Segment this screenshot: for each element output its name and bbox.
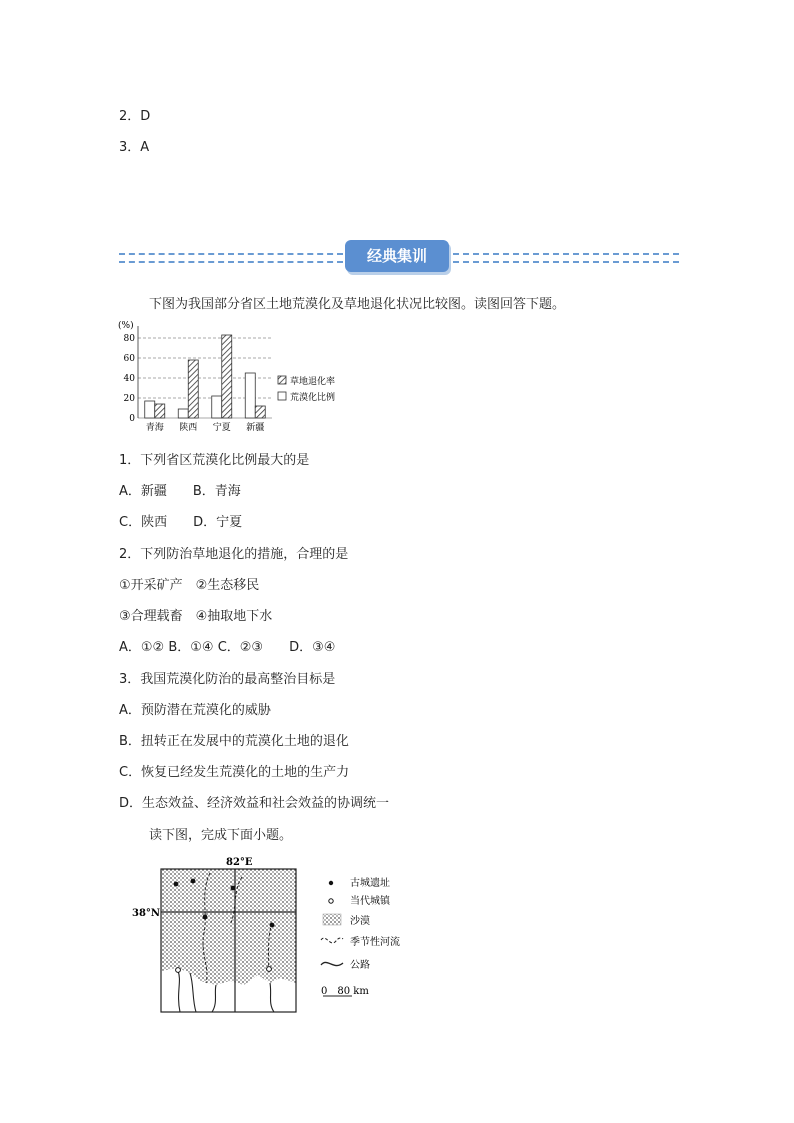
banner-divider-left (119, 253, 343, 263)
q3-option-c: C．恢复已经发生荒漠化的土地的生产力 (119, 765, 350, 780)
bar-陕西-荒漠化比例 (178, 409, 188, 418)
bar-宁夏-草地退化率 (222, 335, 232, 418)
ancient-city-2 (191, 879, 196, 884)
q3-option-a: A．预防潜在荒漠化的威胁 (119, 703, 271, 718)
ancient-city-4 (203, 915, 208, 920)
q3-stem: 3．我国荒漠化防治的最高整治目标是 (119, 672, 336, 687)
modern-town-2 (267, 967, 272, 972)
ancient-city-1 (174, 882, 179, 887)
legend-swatch-荒漠化比例 (278, 392, 286, 400)
bar-chart (118, 318, 358, 438)
map-legend (321, 876, 400, 997)
ancient-city-3 (231, 886, 236, 891)
bar-青海-荒漠化比例 (145, 401, 155, 418)
legend-modern-town: 当代城镇 (350, 896, 390, 907)
legend-swatch-草地退化率 (278, 376, 286, 384)
legend-road: 公路 (350, 960, 370, 971)
y-unit-label: (%) (118, 321, 134, 331)
y-tick-80: 80 (123, 334, 135, 344)
q1-stem: 1．下列省区荒漠化比例最大的是 (119, 453, 310, 468)
legend-river: 季节性河流 (350, 937, 400, 948)
legend-ancient-city-icon (329, 881, 333, 885)
bar-新疆-草地退化率 (255, 406, 265, 418)
q1-options-cd: C．陕西 D．宁夏 (119, 515, 243, 530)
legend-label-荒漠化比例: 荒漠化比例 (290, 393, 336, 403)
q2-options: A．①② B．①④ C．②③ D．③④ (119, 640, 336, 655)
y-tick-0: 0 (129, 414, 135, 424)
legend-road-icon (321, 962, 343, 965)
x-tick-青海: 青海 (145, 423, 164, 433)
y-tick-60: 60 (123, 354, 135, 364)
banner-divider-right (453, 253, 679, 263)
legend-label-草地退化率: 草地退化率 (290, 377, 336, 387)
ancient-city-5 (270, 923, 275, 928)
legend-modern-town-icon (329, 899, 333, 903)
q3-option-d: D．生态效益、经济效益和社会效益的协调统一 (119, 796, 390, 811)
answer-2: 2．D (119, 109, 151, 124)
desert-map (130, 853, 430, 1018)
legend-desert: 沙漠 (350, 916, 370, 927)
x-tick-宁夏: 宁夏 (212, 423, 231, 433)
intro-map: 读下图，完成下面小题。 (149, 828, 293, 843)
map-frame (132, 857, 296, 1012)
modern-town-1 (176, 968, 181, 973)
q3-option-b: B．扭转正在发展中的荒漠化土地的退化 (119, 734, 349, 749)
q1-options-ab: A．新疆 B．青海 (119, 484, 241, 499)
y-tick-40: 40 (123, 374, 135, 384)
x-tick-陕西: 陕西 (179, 423, 198, 433)
y-tick-20: 20 (123, 394, 135, 404)
answer-3: 3．A (119, 140, 150, 155)
legend-ancient-city: 古城遗址 (350, 878, 390, 889)
desert-area (161, 869, 296, 985)
legend-desert-icon (323, 914, 341, 925)
q2-stem: 2．下列防治草地退化的措施，合理的是 (119, 547, 349, 562)
longitude-label: 82°E (226, 857, 253, 868)
section-banner (119, 240, 679, 276)
q2-item-row1: ①开采矿产 ②生态移民 (119, 578, 260, 593)
q2-item-row2: ③合理载畜 ④抽取地下水 (119, 609, 273, 624)
bar-陕西-草地退化率 (188, 360, 198, 418)
bar-青海-草地退化率 (155, 404, 165, 418)
bar-新疆-荒漠化比例 (245, 373, 255, 418)
latitude-label: 38°N (132, 908, 161, 919)
bar-宁夏-荒漠化比例 (212, 396, 222, 418)
scale-label: 0 80 km (321, 986, 369, 997)
intro-chart: 下图为我国部分省区土地荒漠化及草地退化状况比较图。读图回答下题。 (149, 297, 566, 312)
x-tick-新疆: 新疆 (246, 423, 265, 433)
section-title-badge: 经典集训 (345, 240, 449, 272)
legend-river-icon (321, 938, 343, 943)
